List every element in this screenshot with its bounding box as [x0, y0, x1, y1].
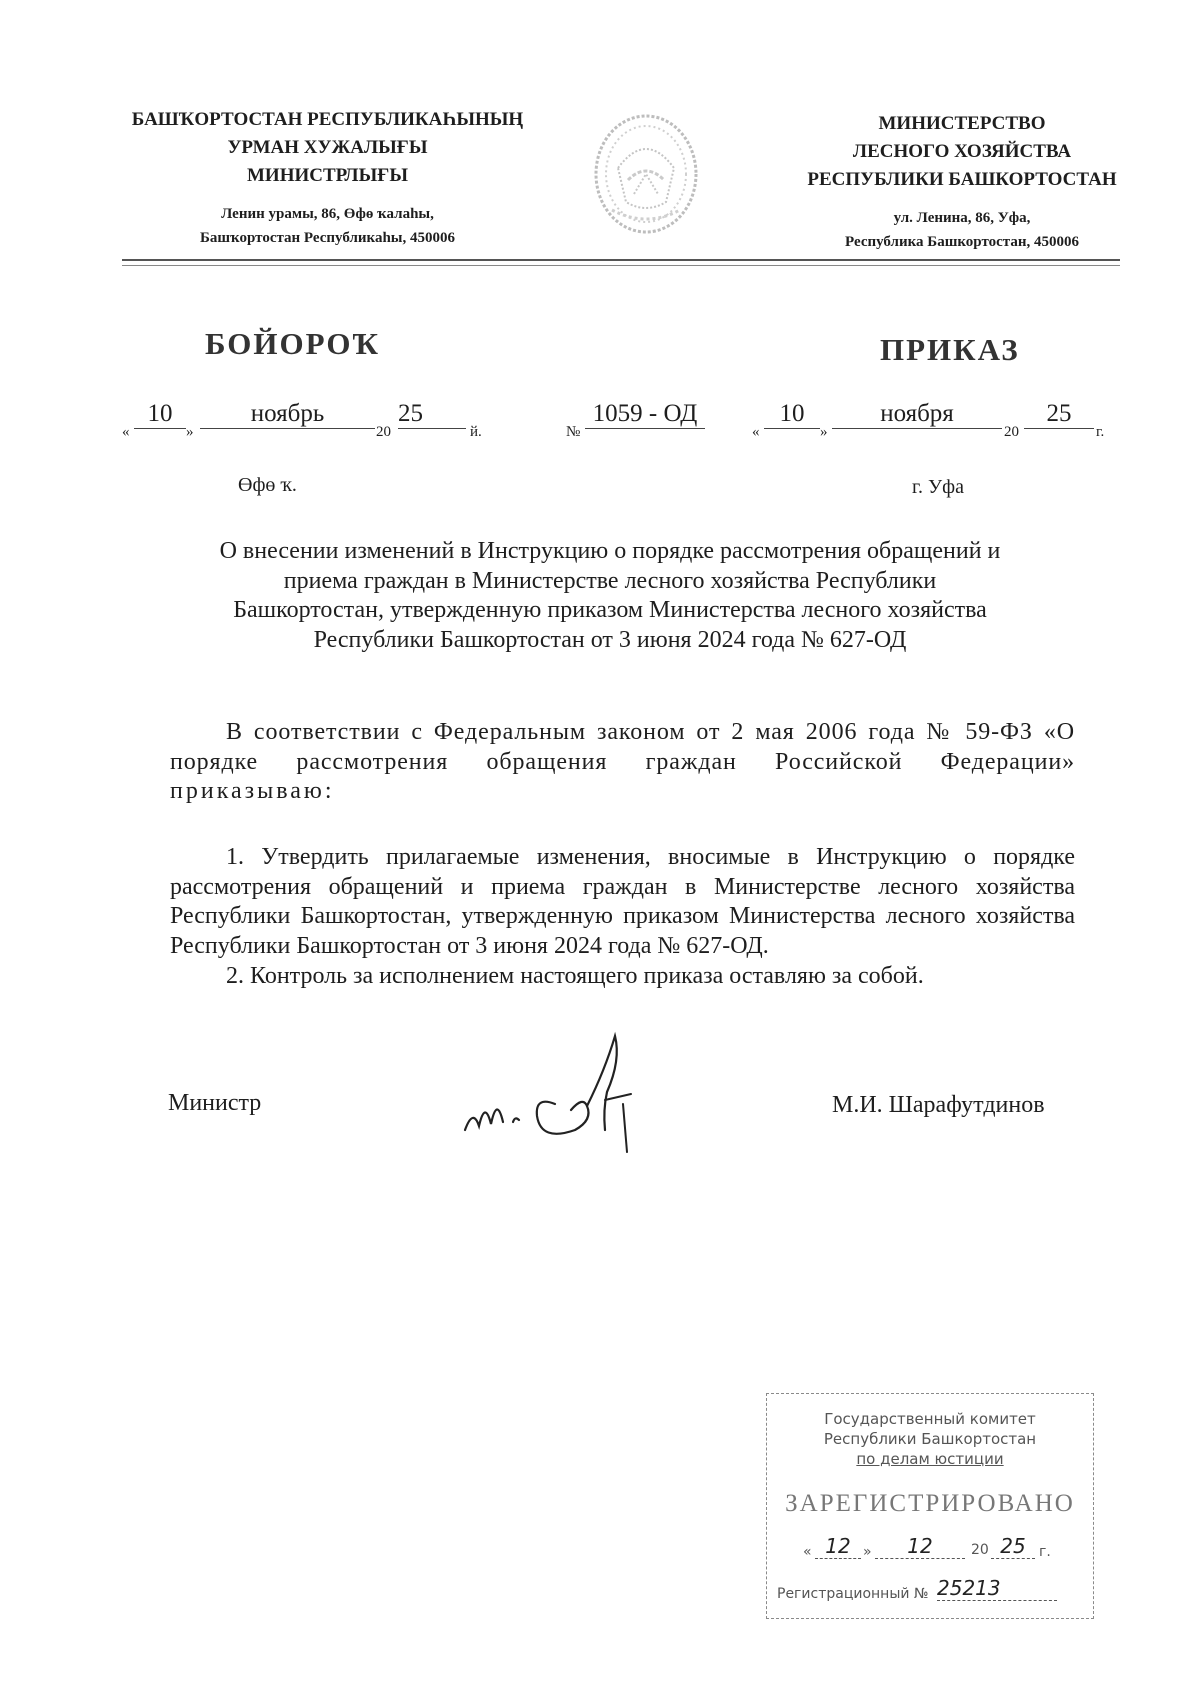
header-divider — [122, 259, 1120, 266]
header-right-address-2: Республика Башкортостан, 450006 — [845, 234, 1079, 250]
rus-date-suffix: г. — [1096, 424, 1105, 440]
bash-date-month: ноябрь — [200, 400, 375, 429]
rus-date-day: 10 — [764, 400, 820, 429]
header-left-address-2: Башҡортостан Республикаһы, 450006 — [199, 230, 455, 246]
header-right — [752, 110, 1172, 254]
rus-date-year: 25 — [1024, 400, 1094, 429]
item-1: 1. Утвердить прилагаемые изменения, вносимые в Инструкцию о порядке рассмотрения обращений и приема граждан в Министерстве лесного хозяйства Республики Башкортостан, утвержденную приказом Министерства лесного хозяйства Республики Башкортостан от 3 июня 2024 года № 627-ОД. — [170, 844, 1075, 959]
title-line-1: О внесении изменений в Инструкцию о порядке рассмотрения обращений и — [219, 538, 1001, 564]
stamp-date-day: 12 — [815, 1534, 861, 1559]
order-number-prefix: № — [566, 424, 581, 440]
preamble-verb: приказываю: — [170, 778, 335, 804]
title-line-3: Башкортостан, утвержденную приказом Министерства лесного хозяйства — [233, 597, 987, 623]
signatory-name: М.И. Шарафутдинов — [832, 1092, 1045, 1118]
signature-icon — [455, 1030, 685, 1160]
header-left-line-2: УРМАН ХУЖАЛЫҒЫ — [227, 137, 428, 158]
header-left-line-3: МИНИСТРЛЫҒЫ — [247, 165, 408, 186]
stamp-date-year: 25 — [991, 1534, 1035, 1559]
order-type-bashkir: БОЙОРОҠ — [205, 326, 381, 361]
rus-date-open-quote: « — [752, 424, 760, 440]
bash-date-close-quote: » — [186, 424, 194, 440]
bash-date-year: 25 — [398, 400, 466, 429]
signatory-position: Министр — [168, 1090, 262, 1116]
stamp-date-century: 20 — [971, 1542, 989, 1558]
coat-of-arms-emblem — [588, 110, 704, 238]
header-right-address-1: ул. Ленина, 86, Уфа, — [893, 210, 1031, 226]
stamp-line-3: по делам юстиции — [856, 1450, 1004, 1468]
rus-date-month: ноября — [832, 400, 1002, 429]
rus-date-century: 20 — [1004, 424, 1019, 440]
stamp-date-month: 12 — [875, 1534, 965, 1559]
header-right-line-1: МИНИСТЕРСТВО — [878, 113, 1046, 134]
preamble-text: В соответствии с Федеральным законом от 2 мая 2006 года № 59-ФЗ «О порядке рассмотрения обращения граждан Российской Федерации» — [170, 719, 1075, 775]
stamp-reg-number: 25213 — [937, 1576, 1057, 1601]
preamble-paragraph — [170, 718, 1075, 807]
title-line-4: Республики Башкортостан от 3 июня 2024 года № 627-ОД — [313, 626, 907, 653]
title-line-2: приема граждан в Министерстве лесного хозяйства Республики — [283, 567, 937, 594]
stamp-date-close-quote: » — [863, 1544, 872, 1560]
header-left — [100, 106, 555, 250]
bash-date-suffix: й. — [470, 424, 482, 440]
bash-date-open-quote: « — [122, 424, 130, 440]
bash-date-century: 20 — [376, 424, 391, 440]
order-type-russian: ПРИКАЗ — [880, 332, 1020, 367]
rus-date-close-quote: » — [820, 424, 828, 440]
stamp-reg-label: Регистрационный № — [777, 1586, 929, 1602]
document-title — [150, 537, 1070, 655]
stamp-date-suffix: г. — [1039, 1544, 1051, 1560]
bash-date-day: 10 — [134, 400, 186, 429]
order-number: 1059 - ОД — [585, 400, 705, 429]
emblem-icon — [588, 110, 704, 238]
header-left-line-1: БАШҠОРТОСТАН РЕСПУБЛИКАҺЫНЫҢ — [131, 109, 524, 130]
handwritten-signature — [455, 1030, 685, 1160]
stamp-line-1: Государственный комитет — [824, 1410, 1036, 1428]
stamp-status: ЗАРЕГИСТРИРОВАНО — [785, 1490, 1075, 1517]
stamp-line-2: Республики Башкортостан — [823, 1430, 1037, 1448]
registration-stamp — [766, 1393, 1094, 1619]
header-left-address-1: Ленин урамы, 86, Өфө ҡалаһы, — [221, 206, 434, 222]
city-russian: г. Уфа — [912, 476, 964, 498]
stamp-date-open-quote: « — [803, 1544, 812, 1560]
item-2: 2. Контроль за исполнением настоящего приказа оставляю за собой. — [226, 963, 924, 989]
city-bashkir: Өфө ҡ. — [238, 474, 297, 496]
header-right-line-3: РЕСПУБЛИКИ БАШКОРТОСТАН — [807, 169, 1117, 190]
header-right-line-2: ЛЕСНОГО ХОЗЯЙСТВА — [852, 141, 1072, 162]
